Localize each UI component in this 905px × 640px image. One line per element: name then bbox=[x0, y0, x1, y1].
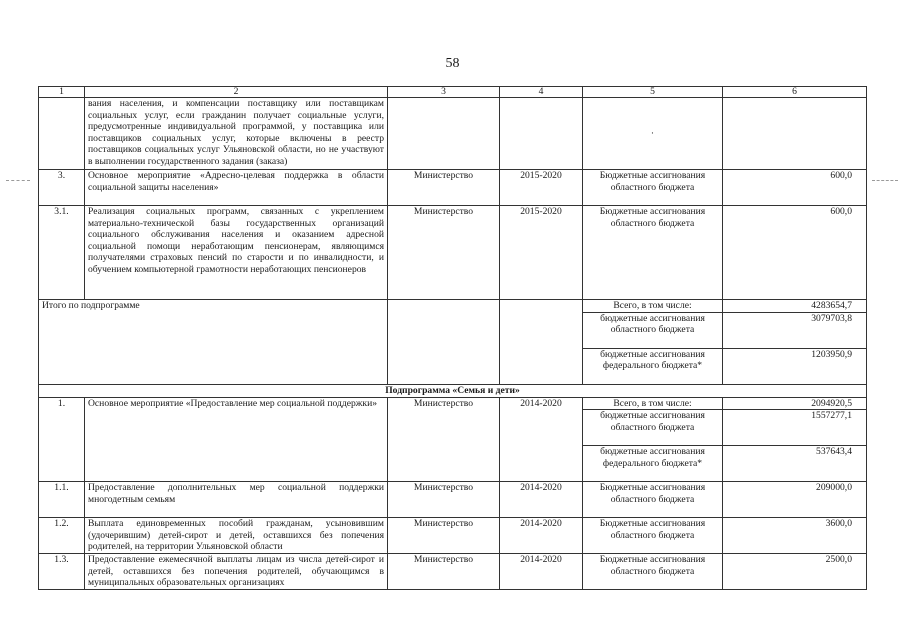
executor: Министерство bbox=[388, 518, 500, 554]
amount: 1557277,1 bbox=[723, 410, 867, 446]
measure-name: Реализация социальных программ, связанных с укреплением материально-технической базы государственных организаций социального обслуживания населения и оказанием адресной социальной помощи неработающим пенсионерам, являющимся получателями страховых пенсий по старости и по инвалидности, и обучением компьютерной грамотности неработающих пенсионеров bbox=[85, 206, 388, 300]
measure-name: Предоставление дополнительных мер социальной поддержки многодетным семьям bbox=[85, 482, 388, 518]
column-header: 6 bbox=[723, 87, 867, 98]
total-amount: 2094920,5 bbox=[723, 397, 867, 410]
funding-source: Бюджетные ассигнования областного бюджета bbox=[583, 170, 723, 206]
column-header: 1 bbox=[39, 87, 85, 98]
row-number: 1.1. bbox=[39, 482, 85, 518]
row-number: 3.1. bbox=[39, 206, 85, 300]
funding-source: Бюджетные ассигнования областного бюджета bbox=[583, 518, 723, 554]
total-amount: 4283654,7 bbox=[723, 300, 867, 313]
executor: Министерство bbox=[388, 206, 500, 300]
row-number: 3. bbox=[39, 170, 85, 206]
measure-name: Основное мероприятие «Адресно-целевая поддержка в области социальной защиты населения» bbox=[85, 170, 388, 206]
measure-name: вания населения, и компенсации поставщику или поставщикам социальных услуг, если гражданин получает социальные услуги, предусмотренные индивидуальной программой, у поставщика или поставщиков социальных услуг, которые включены в реестр поставщиков социальных услуг Ульяновской области, но не участвуют в выполнении государственного задания (заказа) bbox=[85, 98, 388, 170]
table-row bbox=[39, 482, 867, 518]
column-header: 2 bbox=[85, 87, 388, 98]
amount: 2500,0 bbox=[723, 554, 867, 590]
table-row-continuation bbox=[39, 98, 867, 170]
total-label: Всего, в том числе: bbox=[583, 300, 723, 313]
table-row bbox=[39, 170, 867, 206]
funding-source: Бюджетные ассигнования областного бюджета bbox=[583, 206, 723, 300]
period: 2015-2020 bbox=[500, 170, 583, 206]
funding-source: бюджетные ассигнования областного бюджета bbox=[583, 312, 723, 348]
section-header-row bbox=[39, 384, 867, 397]
period: 2014-2020 bbox=[500, 518, 583, 554]
measure-name: Предоставление ежемесячной выплаты лицам из числа детей-сирот и детей, оставшихся без попечения родителей, обучающимся в муниципальных образовательных организациях bbox=[85, 554, 388, 590]
right-margin-mark bbox=[872, 180, 898, 181]
amount: 600,0 bbox=[723, 206, 867, 300]
row-number: 1.2. bbox=[39, 518, 85, 554]
table-row bbox=[39, 206, 867, 300]
section-title: Подпрограмма «Семья и дети» bbox=[39, 384, 867, 397]
column-header: 5 bbox=[583, 87, 723, 98]
period: 2015-2020 bbox=[500, 206, 583, 300]
period: 2014-2020 bbox=[500, 554, 583, 590]
measure-name: Основное мероприятие «Предоставление мер социальной поддержки» bbox=[85, 397, 388, 482]
executor: Министерство bbox=[388, 554, 500, 590]
amount: 1203950,9 bbox=[723, 348, 867, 384]
amount: 537643,4 bbox=[723, 446, 867, 482]
funding-source: бюджетные ассигнования федерального бюджета* bbox=[583, 348, 723, 384]
row-number: 1. bbox=[39, 397, 85, 482]
funding-source: Бюджетные ассигнования областного бюджета bbox=[583, 554, 723, 590]
amount: 3600,0 bbox=[723, 518, 867, 554]
funding-source: Бюджетные ассигнования областного бюджета bbox=[583, 482, 723, 518]
executor: Министерство bbox=[388, 170, 500, 206]
amount: 600,0 bbox=[723, 170, 867, 206]
executor: Министерство bbox=[388, 397, 500, 482]
table-row bbox=[39, 518, 867, 554]
row-number: 1.3. bbox=[39, 554, 85, 590]
budget-table bbox=[38, 86, 867, 590]
page-number: 58 bbox=[445, 56, 460, 71]
amount: 3079703,8 bbox=[723, 312, 867, 348]
subtotal-row bbox=[39, 300, 867, 313]
total-label: Всего, в том числе: bbox=[583, 397, 723, 410]
table-row bbox=[39, 397, 867, 410]
table-row bbox=[39, 554, 867, 590]
period: 2014-2020 bbox=[500, 482, 583, 518]
subtotal-label: Итого по подпрограмме bbox=[39, 300, 388, 385]
column-header: 3 bbox=[388, 87, 500, 98]
funding-source: бюджетные ассигнования областного бюджета bbox=[583, 410, 723, 446]
measure-name: Выплата единовременных пособий гражданам, усыновившим (удочерившим) детей-сирот и детей, оставшихся без попечения родителей, на территории Ульяновской области bbox=[85, 518, 388, 554]
amount: 209000,0 bbox=[723, 482, 867, 518]
left-margin-mark bbox=[6, 180, 30, 181]
executor: Министерство bbox=[388, 482, 500, 518]
period: 2014-2020 bbox=[500, 397, 583, 482]
column-header: 4 bbox=[500, 87, 583, 98]
funding-source: бюджетные ассигнования федерального бюджета* bbox=[583, 446, 723, 482]
stray-mark: · bbox=[650, 127, 655, 139]
column-header-row bbox=[39, 87, 867, 98]
